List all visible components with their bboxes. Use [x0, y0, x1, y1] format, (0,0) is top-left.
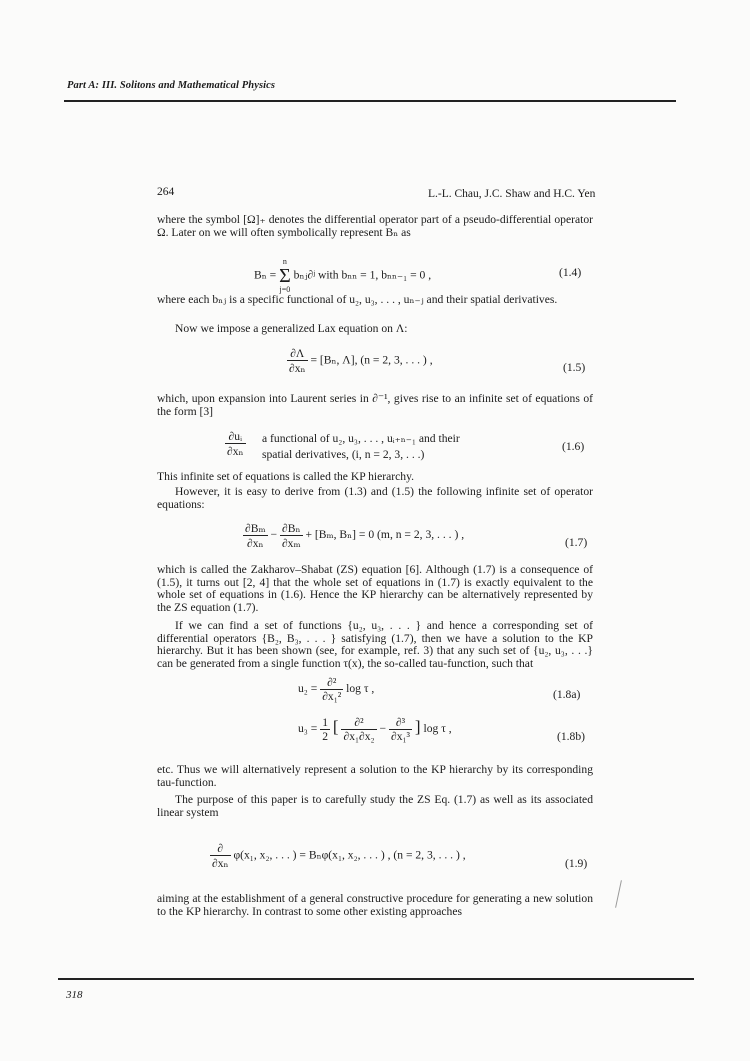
equation-number-1-4: (1.4)	[559, 266, 582, 279]
paragraph-1: where the symbol [Ω]₊ denotes the differential operator part of a pseudo-differential operator Ω. Later on we will often symbolically represent Bₙ as	[157, 213, 593, 239]
equation-number-1-8a: (1.8a)	[553, 688, 581, 701]
equation-number-1-5: (1.5)	[563, 361, 586, 374]
paragraph-9: etc. Thus we will alternatively represent a solution to the KP hierarchy by its corresponding tau-function.	[157, 763, 593, 789]
eq17-fraction-2: $\frac{\text{∂Bₙ}}{\text{∂xₘ}}$	[281, 522, 301, 550]
paragraph-2: where each bₙⱼ is a specific functional of u₂, u₃, . . . , uₙ₋ⱼ and their spatial derivatives.	[157, 293, 558, 306]
page-number: 264	[157, 186, 175, 198]
eq14-body: bₙⱼ∂ʲ with bₙₙ = 1, bₙₙ₋₁ = 0 ,	[293, 268, 432, 282]
eq18b-fraction-2: $\frac{\text{∂³}}{\text{∂x₁³}}$	[390, 716, 411, 743]
paragraph-4: which, upon expansion into Laurent series in ∂⁻¹, gives rise to an infinite set of equations of the form [3]	[157, 392, 593, 418]
eq19-rhs: φ(x₁, x₂, . . . ) = Bₙφ(x₁, x₂, . . . ) , (n = 2, 3, . . . ) ,	[233, 848, 466, 862]
equation-number-1-8b: (1.8b)	[557, 730, 586, 743]
footer-rule	[58, 978, 694, 980]
header-rule	[64, 100, 676, 102]
series-title: Part A: III. Solitons and Mathematical Physics	[67, 80, 276, 91]
equation-number-1-6: (1.6)	[562, 440, 585, 453]
paragraph-10: The purpose of this paper is to carefully study the ZS Eq. (1.7) as well as its associated linear system	[157, 793, 593, 819]
equation-1-4	[254, 257, 431, 295]
equation-1-9	[210, 842, 466, 870]
summation-symbol: n Σ j=0	[279, 257, 291, 294]
equation-1-6	[225, 430, 246, 458]
equation-1-7: $\frac{\text{∂Bₘ}}{\text{∂xₙ}}$ − $\frac{\text{∂Bₙ}}{\text{∂xₘ}}$ + [Bₘ, Bₙ] = 0 (m, n = 2, 3, . . . ) ,	[245, 522, 465, 550]
paragraph-5: This infinite set of equations is called the KP hierarchy.	[157, 470, 415, 483]
eq15-rhs: = [Bₙ, Λ], (n = 2, 3, . . . ) ,	[310, 353, 433, 367]
volume-page-number: 318	[66, 989, 83, 1001]
eq14-lhs: Bₙ =	[254, 268, 277, 282]
eq16-line-1: a functional of u₂, u₃, . . . , uᵢ₊ₙ₋₁ and their	[262, 432, 460, 445]
eq17-fraction-1: $\frac{\text{∂Bₘ}}{\text{∂xₙ}}$	[245, 522, 266, 550]
eq17-rhs: + [Bₘ, Bₙ] = 0 (m, n = 2, 3, . . . ) ,	[305, 528, 465, 542]
paragraph-7: which is called the Zakharov–Shabat (ZS) equation [6]. Although (1.7) is a consequence of (1.5), it turns out [2, 4] that the whole set of equations in (1.7) is exactly equivalent to the whole set of equations in (1.6). Hence the KP hierarchy can be alternatively represented by the ZS equation (1.7).	[157, 563, 593, 614]
eq18a-fraction: $\frac{\text{∂²}}{\text{∂x₁²}}$	[322, 676, 342, 703]
eq19-fraction: $\frac{\partial}{\text{∂xₙ}}$	[212, 842, 229, 870]
eq16-fraction: $\frac{\text{∂uᵢ}}{\text{∂xₙ}}$	[227, 430, 244, 458]
eq15-fraction: $\frac{\partial\Lambda}{\text{∂xₙ}}$	[289, 347, 306, 375]
eq18b-fraction-1: $\frac{\text{∂²}}{\text{∂x₁∂x₂}}$	[343, 716, 375, 743]
eq18b-half: $\frac{1}{2}$	[322, 716, 328, 743]
eq16-line-2: spatial derivatives, (i, n = 2, 3, . . .)	[262, 448, 425, 461]
equation-1-8a: u₂ = $\frac{\text{∂²}}{\text{∂x₁²}}$ log τ ,	[298, 676, 375, 703]
equation-1-5	[287, 347, 433, 375]
paragraph-8: If we can find a set of functions {u₂, u₃, . . . } and hence a corresponding set of differential operators {B₂, B₃, . . . } satisfying (1.7), then we have a solution to the KP hierarchy. But it has been shown (see, for example, ref. 3) that any such set of {u₂, u₃, . . .} can be generated from a single function τ(x), the so-called tau-function, such that	[157, 619, 593, 670]
margin-pencil-mark	[615, 880, 622, 908]
paragraph-11: aiming at the establishment of a general constructive procedure for generating a new solution to the KP hierarchy. In contrast to some other existing approaches	[157, 892, 593, 918]
paragraph-6: However, it is easy to derive from (1.3) and (1.5) the following infinite set of operator equations:	[157, 485, 593, 511]
running-authors: L.-L. Chau, J.C. Shaw and H.C. Yen	[428, 188, 596, 200]
equation-1-8b: u₃ = $\frac{1}{2}$ [ $\frac{\text{∂²}}{\text{∂x₁∂x₂}}$ − $\frac{\text{∂³}}{\text{∂x₁³}}$ ] log τ ,	[298, 716, 452, 743]
equation-number-1-9: (1.9)	[565, 857, 588, 870]
paragraph-3: Now we impose a generalized Lax equation on Λ:	[175, 322, 408, 335]
equation-number-1-7: (1.7)	[565, 536, 588, 549]
